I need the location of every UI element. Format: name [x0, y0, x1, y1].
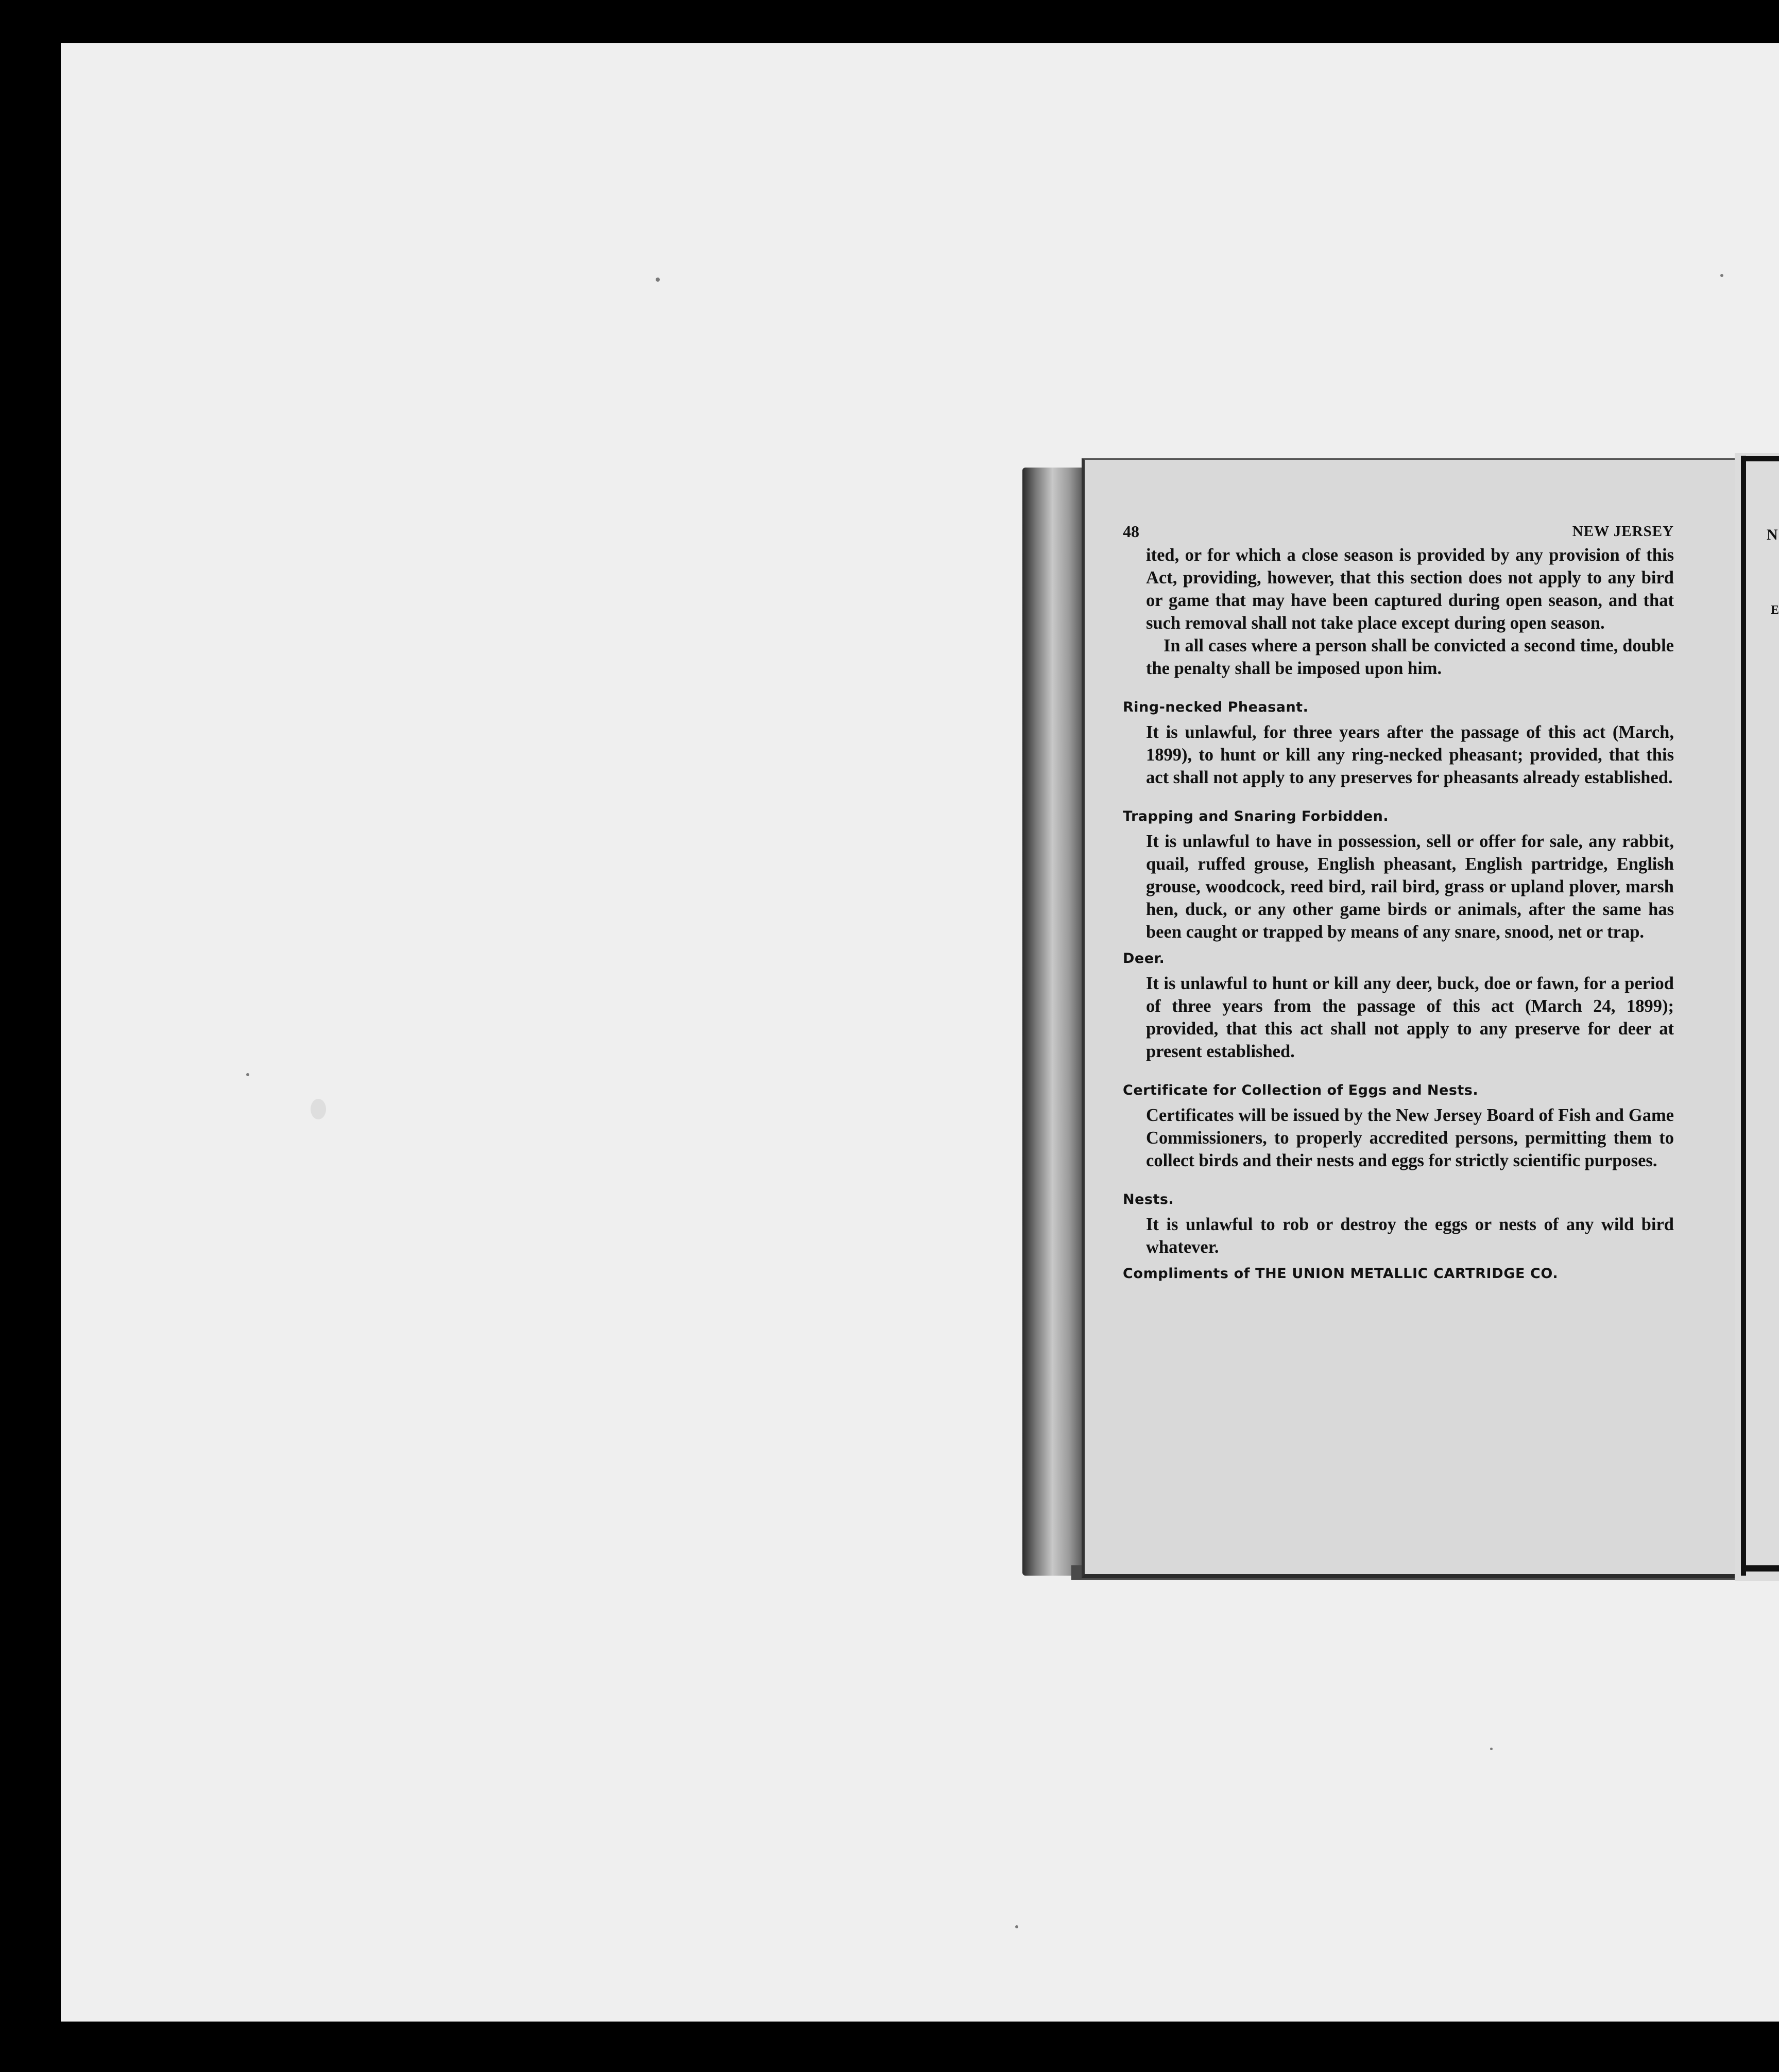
scan-border-left: [0, 0, 61, 2072]
section-heading: Ring-necked Pheasant.: [1123, 699, 1309, 715]
dust-speck: [656, 278, 660, 282]
page-content: [1123, 520, 1674, 1285]
section-text: Certificates will be issued by the New Jersey Board of Fish and Game Commissioners, to properly accredited persons, permitting them to collect birds and their nests and eggs for strictly scientific purposes.: [1146, 1106, 1674, 1170]
footer-credit: Compliments of THE UNION METALLIC CARTRIDGE CO.: [1123, 1266, 1559, 1282]
section-text: It is unlawful, for three years after the passage of this act (March, 1899), to hunt or kill any ring-necked pheasant; provided, that this act shall not apply to any preserves for pheasants already established.: [1146, 722, 1674, 787]
section-heading: Trapping and Snaring Forbidden.: [1123, 808, 1389, 824]
booklet-page-edges: [1022, 468, 1089, 1576]
dust-speck: [311, 1099, 326, 1119]
facing-page-letter: E: [1771, 603, 1779, 617]
running-head: [1123, 520, 1674, 544]
running-head-title: NEW JERSEY: [1572, 523, 1674, 540]
scan-border-bottom: [0, 2022, 1779, 2072]
facing-page-letter: N: [1767, 526, 1778, 543]
section-text: It is unlawful to rob or destroy the eggs or nests of any wild bird whatever.: [1146, 1215, 1674, 1257]
section-heading: Certificate for Collection of Eggs and Nests.: [1123, 1082, 1479, 1098]
dust-speck: [1720, 274, 1723, 277]
second-offense-paragraph: In all cases where a person shall be convicted a second time, double the penalty shall be imposed upon him.: [1146, 636, 1674, 678]
facing-page-rule: [1741, 456, 1746, 1576]
section-text: It is unlawful to have in possession, sell or offer for sale, any rabbit, quail, ruffed grouse, English pheasant, English partridge, English grouse, woodcock, reed bird, rail bird, grass or upland plover, marsh hen, duck, or any other game birds or animals, after the same has been caught or trapped by means of any snare, snood, net or trap.: [1146, 832, 1674, 942]
facing-page-top-rule: [1743, 456, 1779, 461]
section-heading: Deer.: [1123, 951, 1165, 966]
dust-speck: [1015, 1925, 1018, 1928]
scan-border-top: [0, 0, 1779, 43]
dust-speck: [246, 1073, 249, 1076]
section-heading: Nests.: [1123, 1192, 1174, 1207]
facing-page-bottom-rule: [1743, 1565, 1779, 1572]
page-number: 48: [1123, 522, 1139, 541]
continued-paragraph: ited, or for which a close season is provided by any provision of this Act, providing, however, that this section does not apply to any bird or game that may have been captured during open season, and that such removal shall not take place except during open season.: [1146, 545, 1674, 633]
section-text: It is unlawful to hunt or kill any deer, buck, doe or fawn, for a period of three years from the passage of this act (March 24, 1899); provided, that this act shall not apply to any preserve for deer at present established.: [1146, 974, 1674, 1061]
dust-speck: [1490, 1748, 1493, 1750]
